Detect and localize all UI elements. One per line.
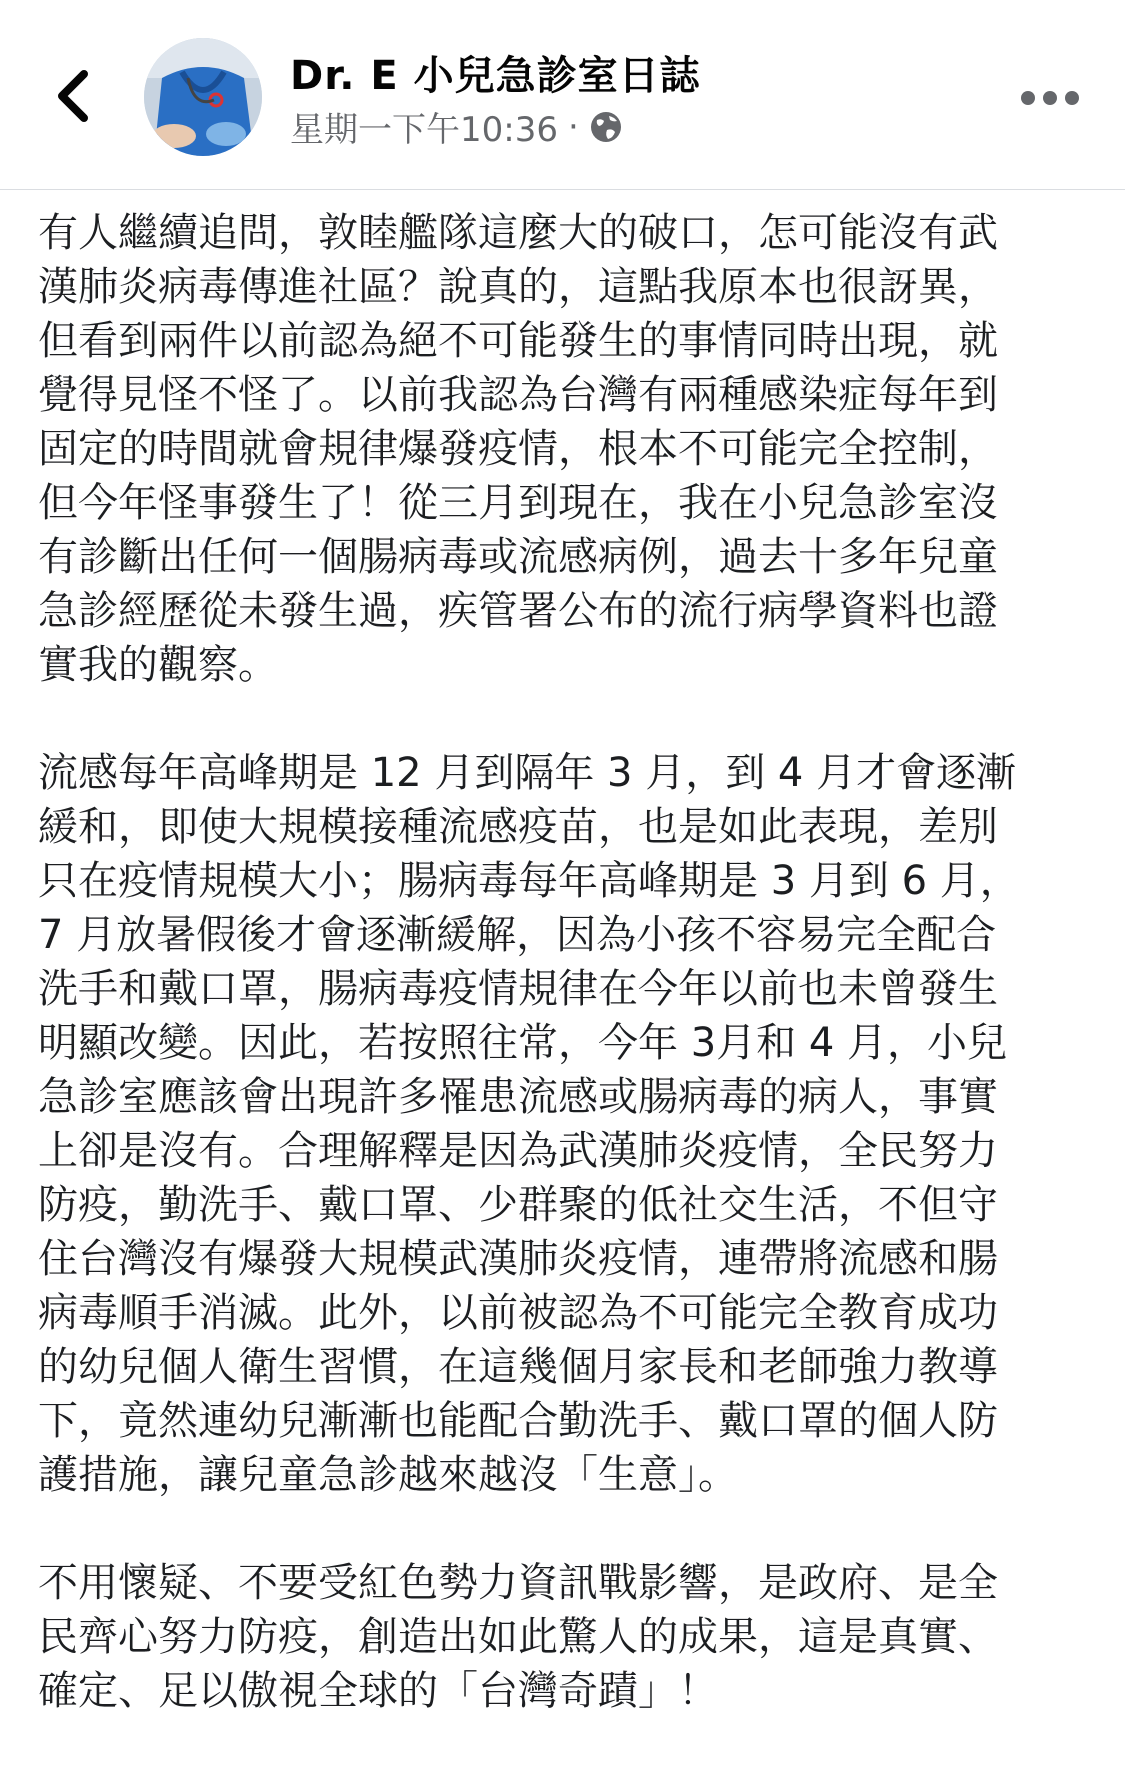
more-horizontal-icon <box>1020 90 1080 106</box>
globe-icon <box>589 110 623 144</box>
page-name[interactable]: Dr. E 小兒急診室日誌 <box>290 53 701 99</box>
post-paragraph: 有人繼續追問，敦睦艦隊這麼大的破口，怎可能沒有武 漢肺炎病毒傳進社區？說真的，這點我原本也很訝異， 但看到兩件以前認為絕不可能發生的事情同時出現，就 覺得見怪不怪了。以前我認為台灣有兩種感染症每年到 固定的時間就會規律爆發疫情，根本不可能完全控制， 但今年怪事發生了！從三月到現在，我在小兒急診室沒 有診斷出任何一個腸病毒或流感病例，過去十多年兒童 急診經歷從未發生過，疾管署公布的流行病學資料也證 實我的觀察。 <box>38 210 998 688</box>
post-body <box>38 206 1098 1772</box>
post-paragraph: 不用懷疑、不要受紅色勢力資訊戰影響，是政府、是全 民齊心努力防疫，創造出如此驚人的成果，這是真實、 確定、足以傲視全球的「台灣奇蹟」！ <box>38 1560 998 1714</box>
meta-separator: · <box>567 106 579 147</box>
back-button[interactable] <box>40 60 104 132</box>
chevron-left-icon <box>52 68 92 124</box>
post-paragraph: 流感每年高峰期是 12 月到隔年 3 月，到 4 月才會逐漸 緩和，即使大規模接種流感疫苗，也是如此表現，差別 只在疫情規模大小；腸病毒每年高峰期是 3 月到 6 月， 7 月放暑假後才會逐漸緩解，因為小孩不容易完全配合 洗手和戴口罩，腸病毒疫情規律在今年以前也未曾發生 明顯改變。因此，若按照往常，今年 3月和 4 月，小兒 急診室應該會出現許多罹患流感或腸病毒的病人，事實 上卻是沒有。合理解釋是因為武漢肺炎疫情，全民努力 防疫，勤洗手、戴口罩、少群聚的低社交生活，不但守 住台灣沒有爆發大規模武漢肺炎疫情，連帶將流感和腸 病毒順手消滅。此外，以前被認為不可能完全教育成功 的幼兒個人衛生習慣，在這幾個月家長和老師強力教導 下，竟然連幼兒漸漸也能配合勤洗手、戴口罩的個人防 護措施，讓兒童急診越來越沒「生意」。 <box>38 750 1020 1498</box>
post-timestamp[interactable]: 星期一下午10:36 <box>290 110 558 150</box>
avatar[interactable] <box>144 38 262 156</box>
more-options-button[interactable] <box>1015 80 1085 116</box>
post-header <box>0 0 1125 190</box>
post-meta <box>290 102 623 151</box>
